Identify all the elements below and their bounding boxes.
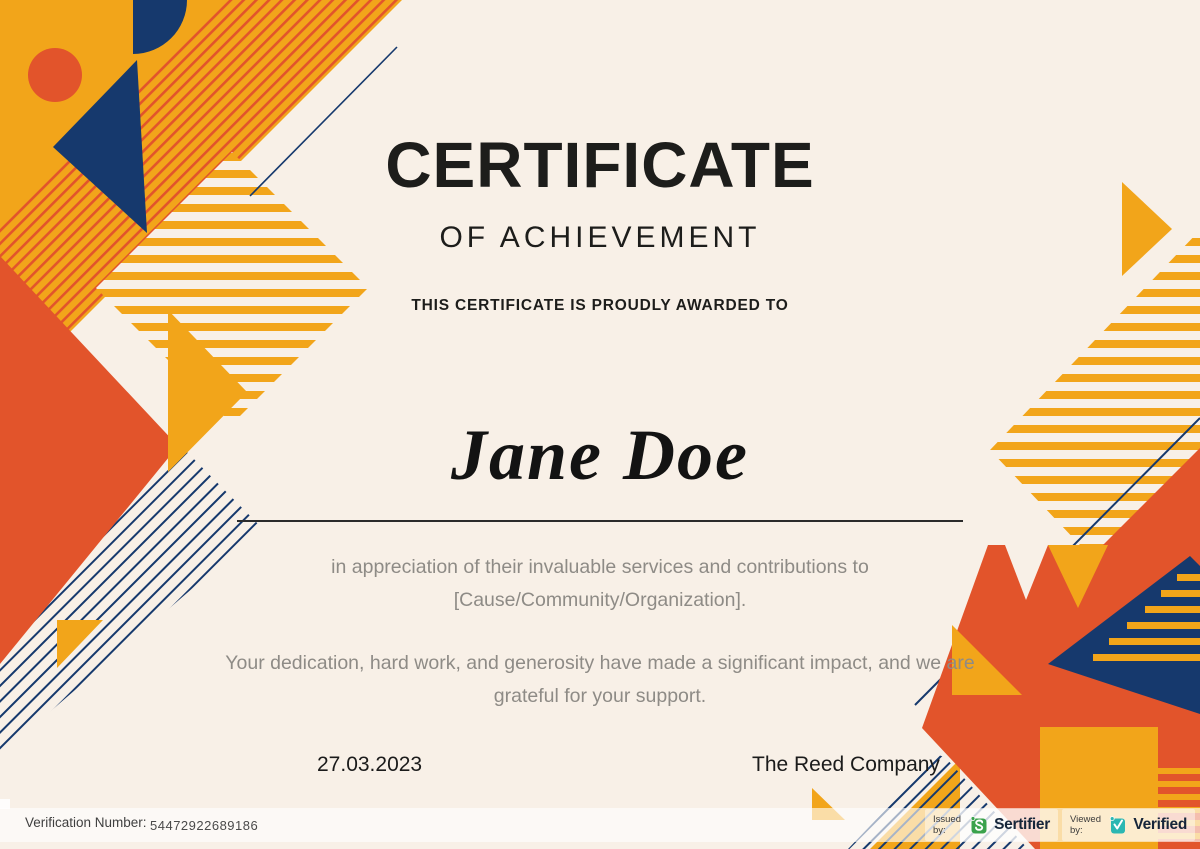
verified-wordmark: Verified: [1133, 816, 1187, 833]
name-underline: [237, 520, 963, 522]
issue-date: 27.03.2023: [317, 753, 423, 776]
certificate-title: CERTIFICATE: [385, 129, 815, 201]
issued-by-label: Issued by:: [933, 814, 961, 836]
recipient-name: Jane Doe: [451, 415, 749, 495]
verification-number: 54472922689186: [150, 818, 259, 833]
sertifier-wordmark: Sertifier: [994, 816, 1050, 833]
sertifier-logo[interactable]: [925, 809, 1058, 841]
description-paragraph-2: Your dedication, hard work, and generosity have made a significant impact, and we are grateful for your support.: [225, 652, 975, 707]
award-line: THIS CERTIFICATE IS PROUDLY AWARDED TO: [411, 297, 789, 314]
verified-icon: [1109, 816, 1127, 834]
sertifier-icon: [970, 816, 988, 834]
issuer-name: The Reed Company: [752, 753, 940, 776]
certificate-subtitle: OF ACHIEVEMENT: [439, 221, 761, 254]
description-paragraph-1: in appreciation of their invaluable services and contributions to [Cause/Community/Organization].: [331, 556, 869, 611]
verified-logo[interactable]: [1062, 809, 1195, 841]
verification-label: Verification Number:: [25, 815, 147, 830]
viewed-by-label: Viewed by:: [1070, 814, 1101, 836]
